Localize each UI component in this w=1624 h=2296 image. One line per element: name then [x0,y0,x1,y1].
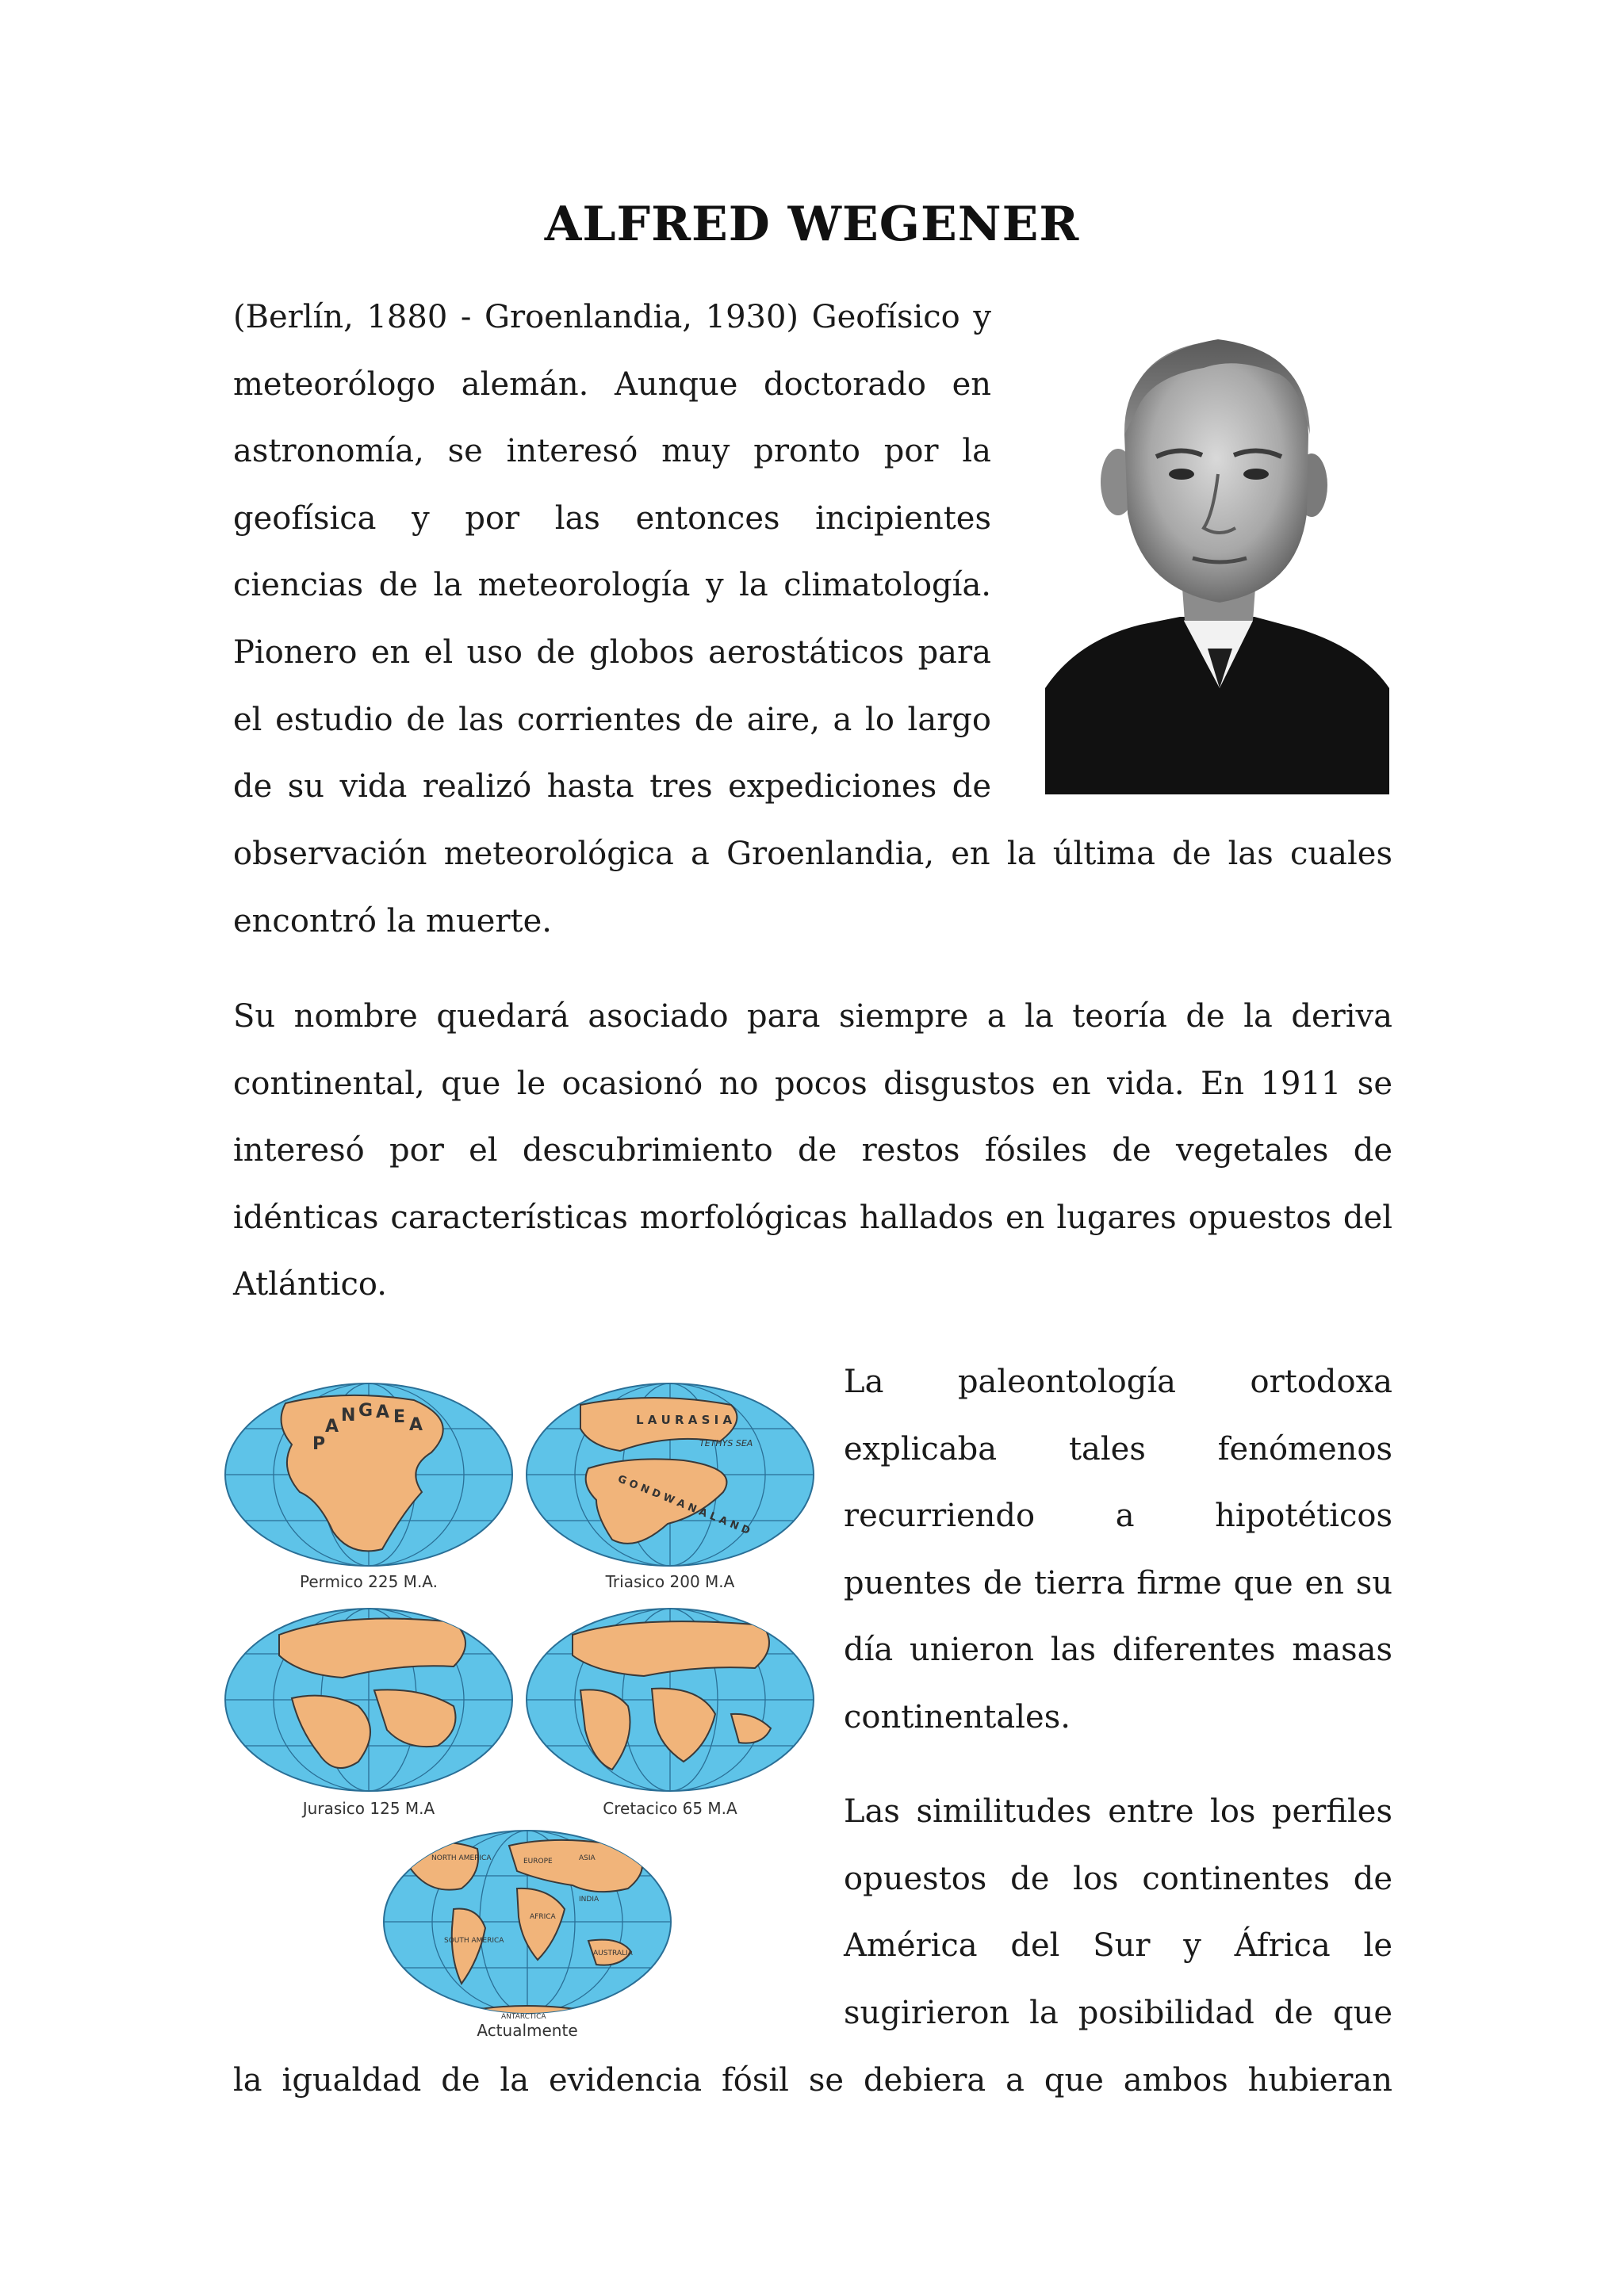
paragraph-2: Su nombre quedará asociado para siempre a la teoría de la deriva continental, que le ocasionó no pocos disgustos en vida. En 1911 se interesó por el descubrimiento de restos fósiles de vegetales de idénticas características morfológicas hallados en lugares opuestos del Atlántico. [233,998,1392,1303]
map-label: L A U R A S I A [636,1413,733,1427]
continental-drift-figure [224,1373,836,2044]
paragraph-4-line: sugirieron la posibilidad de que [844,1994,1392,2031]
paragraph-4-line: América del Sur y África le [844,1927,1392,1965]
paragraph-4-line: Las similitudes entre los perfiles [844,1793,1392,1830]
map-caption: Triasico 200 M.A [605,1572,735,1591]
paragraph-4-line: la igualdad de la evidencia fósil se debiera a que ambos hubieran [233,2062,1392,2099]
page-title: ALFRED WEGENER [544,197,1080,252]
map-label: AFRICA [530,1913,556,1921]
portrait-photo [1045,316,1389,794]
map-caption: Jurasico 125 M.A [302,1799,435,1818]
map-triassic [525,1373,815,1591]
intro-line: el estudio de las corrientes de aire, a lo largo [233,701,991,738]
map-caption: Actualmente [477,2021,578,2040]
paragraph-3-line: explicaba tales fenómenos [844,1430,1392,1468]
intro-line: astronomía, se interesó muy pronto por la [233,433,991,470]
intro-line: ciencias de la meteorología y la climatología. [233,567,991,604]
intro-continuation: observación meteorológica a Groenlandia, en la última de las cuales encontró la muerte. [233,836,1392,939]
paragraph-3-line: día unieron las diferentes masas [844,1632,1392,1669]
map-caption: Permico 225 M.A. [300,1572,438,1591]
map-present-day [382,1825,672,2040]
paragraph-3-line: recurriendo a hipotéticos [844,1498,1392,1535]
map-label: G [358,1401,373,1421]
map-label: ASIA [579,1854,596,1862]
map-jurassic [224,1603,514,1818]
map-cretaceous [525,1603,815,1818]
map-label: TETHYS SEA [699,1438,753,1448]
paragraph-3-line: continentales. [844,1698,1071,1735]
paragraph-3 [844,1349,1392,1751]
map-label: A [325,1417,339,1437]
map-label: EUROPE [523,1858,553,1866]
intro-line: (Berlín, 1880 - Groenlandia, 1930) Geofísico y [233,299,991,335]
paragraph-4-continuation [233,2047,1392,2114]
map-label: P [312,1434,326,1454]
map-label: NORTH AMERICA [431,1854,492,1862]
intro-line: meteorólogo alemán. Aunque doctorado en [233,365,991,403]
intro-line: de su vida realizó hasta tres expediciones de [233,768,991,806]
map-label: G O N D W A N A L A N D [615,1473,752,1537]
map-label: INDIA [579,1896,599,1904]
map-label: A [409,1415,423,1435]
map-label: A [376,1402,390,1422]
paragraph-3-line: La paleontología ortodoxa [844,1364,1392,1400]
map-label: N [341,1406,356,1425]
portrait-photo-icon [1045,316,1389,794]
map-label: SOUTH AMERICA [444,1937,504,1945]
map-label: ANTARCTICA [501,2013,546,2021]
intro-paragraph [233,284,991,821]
map-label: AUSTRALIA [593,1950,633,1957]
map-label: E [393,1407,406,1427]
intro-line: geofísica y por las entonces incipientes [233,499,991,537]
map-caption: Cretacico 65 M.A [603,1799,737,1818]
intro-line: Pionero en el uso de globos aerostáticos para [233,633,991,671]
paragraph-3-line: puentes de tierra firme que en su [844,1564,1392,1601]
paragraph-4 [844,1778,1392,2046]
paragraph-4-line: opuestos de los continentes de [844,1860,1392,1897]
map-permian [224,1373,514,1591]
continental-drift-maps [224,1373,836,2044]
